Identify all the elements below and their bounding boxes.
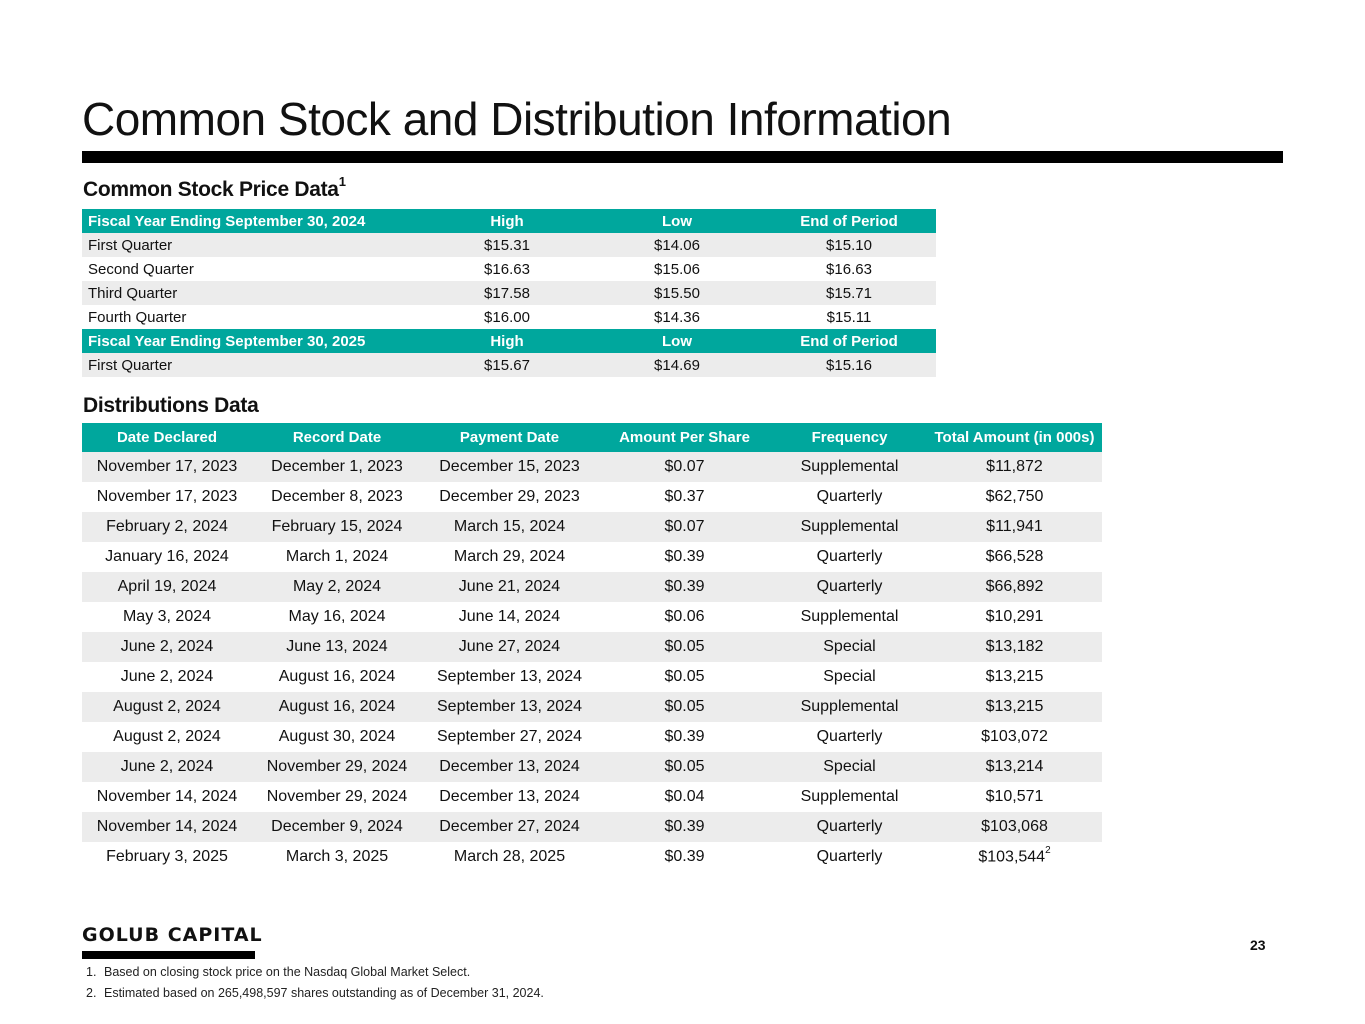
footnote-ref-1: 1 [338,174,346,189]
distribution-cell [597,842,772,872]
distribution-cell-text: December 8, 2023 [271,488,403,505]
footnote-text: Based on closing stock price on the Nasdaq Global Market Select. [104,965,471,979]
distribution-cell [772,512,927,542]
distribution-cell [772,692,927,722]
distribution-row [82,842,1102,872]
footnote-2 [86,984,544,1005]
distribution-cell [82,662,252,692]
distribution-cell-text: Quarterly [816,548,883,565]
distribution-cell-text: Quarterly [816,818,883,835]
price-cell: $16.63 [484,260,530,278]
price-cell: $15.16 [762,353,936,377]
distribution-cell-text: June 2, 2024 [120,668,214,685]
price-header-cell: Low [592,209,762,233]
distribution-row [82,782,1102,812]
distribution-cell-text: November 29, 2024 [266,788,408,805]
distribution-row [82,692,1102,722]
distribution-cell [597,602,772,632]
price-cell: $16.00 [484,308,530,326]
distribution-cell [82,842,252,872]
distribution-cell [772,542,927,572]
distribution-cell [82,632,252,662]
distribution-row [82,632,1102,662]
distributions-section-heading: Distributions Data [83,394,259,417]
distribution-cell-text: September 27, 2024 [437,728,582,745]
logo-text: GOLUB CAPITAL [82,924,263,946]
price-row [82,233,936,257]
distribution-row [82,662,1102,692]
distribution-cell-text: $66,892 [985,578,1044,595]
distribution-cell-text: $0.39 [664,818,705,835]
distribution-cell-text: August 16, 2024 [278,698,396,715]
distribution-cell-text: Quarterly [816,578,883,595]
price-header-cell: Fiscal Year Ending September 30, 2025 [82,329,422,353]
distribution-cell-text: June 21, 2024 [458,578,561,595]
distribution-cell [597,812,772,842]
page-number: 23 [1250,937,1266,953]
price-header-cell: Low [592,329,762,353]
price-header-cell: High [422,209,592,233]
distribution-cell [82,602,252,632]
distribution-cell [82,542,252,572]
distribution-cell [772,572,927,602]
price-cell: Third Quarter [82,281,422,305]
distribution-cell-text: August 2, 2024 [113,728,221,745]
distribution-cell [422,602,597,632]
distribution-cell-text: December 15, 2023 [439,458,580,475]
distribution-cell-text: August 2, 2024 [113,698,221,715]
distributions-header-cell: Frequency [772,423,927,452]
distribution-cell [772,752,927,782]
price-cell: $15.11 [826,308,872,326]
distribution-cell [772,812,927,842]
distribution-cell [252,572,422,602]
distribution-cell-text: June 2, 2024 [120,638,214,655]
distribution-cell-text: August 16, 2024 [278,668,396,685]
price-header-row [82,329,936,353]
distribution-cell [252,632,422,662]
distributions-header-cell: Record Date [252,423,422,452]
distribution-cell-text: August 30, 2024 [278,728,396,745]
distribution-cell-text: $11,872 [986,458,1043,475]
distribution-cell [82,572,252,602]
distribution-cell [597,482,772,512]
distribution-cell [597,692,772,722]
distribution-cell-text: February 3, 2025 [106,848,228,865]
distribution-cell [597,542,772,572]
distribution-row [82,452,1102,482]
distribution-cell [422,842,597,872]
price-cell: $15.50 [592,281,762,305]
distribution-cell-text: $13,215 [985,698,1044,715]
distribution-cell [597,572,772,602]
distribution-cell [252,692,422,722]
price-heading-text: Common Stock Price Data [83,178,339,201]
distribution-cell-text: $0.07 [664,518,705,535]
distribution-cell-text: $0.39 [664,578,705,595]
distribution-cell-text: November 17, 2023 [96,488,238,505]
distribution-cell [927,812,1102,842]
distribution-cell [422,812,597,842]
distribution-cell-text: $0.05 [664,758,705,775]
distribution-cell [927,782,1102,812]
distribution-cell-text: March 1, 2024 [285,548,389,565]
distribution-cell [422,722,597,752]
price-cell: $15.10 [762,233,936,257]
distribution-cell-text: $103,068 [981,818,1048,835]
distribution-cell-text: March 15, 2024 [453,518,566,535]
price-cell: $14.36 [654,308,700,326]
price-header-row [82,209,936,233]
distribution-cell [422,632,597,662]
distribution-cell-text: December 9, 2024 [271,818,403,835]
distribution-cell [252,722,422,752]
footnote-1 [86,963,544,984]
price-header-cell: High [422,329,592,353]
distribution-cell-text: May 2, 2024 [292,578,382,595]
distributions-header-row [82,423,1102,452]
distribution-cell-text: $0.05 [664,698,705,715]
distribution-cell [422,572,597,602]
price-row [82,281,936,305]
distribution-cell [927,752,1102,782]
distribution-cell-text: $66,528 [985,548,1044,565]
distribution-cell-text: March 28, 2025 [453,848,566,865]
distribution-cell-text: Supplemental [800,518,899,535]
distribution-cell-text: September 13, 2024 [437,698,582,715]
distribution-cell [82,482,252,512]
distribution-cell [772,782,927,812]
price-cell: $14.06 [592,233,762,257]
price-cell: $15.71 [762,281,936,305]
distribution-cell [597,512,772,542]
distribution-cell-text: $0.39 [664,848,705,865]
price-row [82,257,936,281]
distribution-cell [772,842,927,872]
distribution-cell-text: September 13, 2024 [437,668,582,685]
distribution-cell-text: Supplemental [800,698,899,715]
distribution-cell-text: $0.04 [664,788,705,805]
distribution-cell-text: $62,750 [985,488,1044,505]
distribution-cell-text: $103,544 [978,848,1046,866]
distribution-cell-text: June 13, 2024 [286,638,388,655]
distribution-cell-text: $0.39 [664,548,705,565]
distribution-row [82,572,1102,602]
price-cell: $14.69 [592,353,762,377]
distribution-cell [252,542,422,572]
distributions-header-cell: Amount Per Share [597,423,772,452]
distribution-cell [422,752,597,782]
distribution-cell-text: February 2, 2024 [106,518,228,535]
distribution-cell [252,512,422,542]
distributions-header-cell: Total Amount (in 000s) [927,423,1102,452]
distribution-cell-text: November 17, 2023 [96,458,238,475]
distribution-cell [597,662,772,692]
distribution-cell-text: $0.06 [664,608,705,625]
distribution-cell-text: $10,571 [985,788,1044,805]
distribution-cell-text: Supplemental [800,608,899,625]
distribution-cell [422,452,597,482]
distribution-cell [772,662,927,692]
distribution-cell-text: June 14, 2024 [458,608,561,625]
distribution-cell-text: January 16, 2024 [105,548,229,565]
distribution-cell [927,452,1102,482]
distribution-cell-text: Special [823,668,876,685]
price-header-cell: End of Period [762,209,936,233]
price-cell: $16.63 [826,260,872,278]
distribution-cell [927,842,1102,872]
distribution-cell-text: Quarterly [816,848,883,865]
price-header-cell: Fiscal Year Ending September 30, 2024 [82,209,422,233]
distribution-cell-text: $10,291 [985,608,1044,625]
distribution-cell-text: $0.05 [664,668,705,685]
distribution-row [82,512,1102,542]
distribution-cell [252,812,422,842]
distribution-cell [82,512,252,542]
footnote-number: 1. [86,965,97,979]
distribution-cell-text: $0.37 [664,488,705,505]
distribution-cell [927,482,1102,512]
page-title: Common Stock and Distribution Information [82,93,952,145]
distribution-cell-text: Supplemental [800,788,899,805]
price-cell: $15.67 [422,353,592,377]
price-cell: Second Quarter [88,260,194,278]
distribution-cell [772,482,927,512]
title-rule [82,151,1283,163]
distribution-cell-text: May 3, 2024 [122,608,212,625]
distribution-cell [252,842,422,872]
price-cell: $15.06 [654,260,700,278]
distribution-cell-text: Special [823,638,876,655]
distribution-cell-text: $103,072 [981,728,1048,745]
distribution-cell [422,542,597,572]
distribution-cell-text: December 13, 2024 [439,788,580,805]
distribution-cell [422,662,597,692]
distribution-row [82,602,1102,632]
distributions-table [82,423,1102,872]
distribution-cell-text: March 3, 2025 [285,848,389,865]
distribution-cell [927,632,1102,662]
price-row [82,305,936,329]
distribution-cell [772,722,927,752]
distribution-cell-text: November 29, 2024 [266,758,408,775]
price-cell: $15.31 [422,233,592,257]
distribution-cell [82,782,252,812]
distribution-cell-text: $11,941 [986,518,1043,535]
distributions-header-cell: Payment Date [422,423,597,452]
distribution-cell [422,692,597,722]
distribution-cell [82,692,252,722]
distribution-cell-text: March 29, 2024 [453,548,566,565]
distribution-cell [772,452,927,482]
price-row [82,353,936,377]
distribution-cell-text: $13,214 [985,758,1044,775]
price-cell: Fourth Quarter [88,308,187,326]
footnotes [86,963,544,1005]
distribution-cell-text: December 1, 2023 [271,458,403,475]
footnote-number: 2. [86,986,97,1000]
distribution-cell [422,782,597,812]
distribution-row [82,812,1102,842]
distribution-cell [927,512,1102,542]
distribution-cell-text: May 16, 2024 [288,608,386,625]
distribution-row [82,752,1102,782]
price-cell: First Quarter [82,353,422,377]
distribution-cell-text: June 2, 2024 [120,758,214,775]
distribution-cell-text: November 14, 2024 [96,818,238,835]
distribution-cell-text: $0.07 [664,458,705,475]
distribution-cell [772,632,927,662]
stock-price-table [82,209,936,377]
distribution-row [82,722,1102,752]
price-header-cell: End of Period [762,329,936,353]
distribution-cell [927,692,1102,722]
golub-capital-logo [82,924,263,959]
distribution-cell-text: $13,215 [985,668,1044,685]
distribution-cell-text: $13,182 [985,638,1044,655]
distribution-cell [252,482,422,512]
distribution-cell-text: Quarterly [816,488,883,505]
distribution-cell-text: Special [823,758,876,775]
distribution-cell [597,722,772,752]
price-section-heading [83,176,346,202]
distribution-cell [252,752,422,782]
distribution-cell-text: December 27, 2024 [439,818,580,835]
distribution-cell [927,602,1102,632]
distribution-cell [422,512,597,542]
distribution-cell-text: Quarterly [816,728,883,745]
distribution-cell [927,542,1102,572]
distribution-cell-text: December 13, 2024 [439,758,580,775]
distribution-cell [597,752,772,782]
distribution-cell [252,452,422,482]
distribution-cell [927,572,1102,602]
logo-bar [82,951,255,959]
distribution-cell [597,452,772,482]
price-cell: First Quarter [82,233,422,257]
distribution-row [82,482,1102,512]
distribution-row [82,542,1102,572]
distribution-cell-text: Supplemental [800,458,899,475]
distribution-cell [252,782,422,812]
distribution-cell [927,722,1102,752]
distribution-cell-text: November 14, 2024 [96,788,238,805]
distribution-cell [597,632,772,662]
distribution-cell-text: $0.05 [664,638,705,655]
distribution-cell-text: April 19, 2024 [117,578,217,595]
price-cell: $17.58 [422,281,592,305]
distribution-cell-text: $0.39 [664,728,705,745]
distribution-cell [597,782,772,812]
distribution-cell-text: February 15, 2024 [271,518,403,535]
distribution-cell [772,602,927,632]
distribution-cell [252,662,422,692]
distribution-cell [422,482,597,512]
distributions-header-cell: Date Declared [82,423,252,452]
distribution-cell [82,452,252,482]
distribution-cell [82,752,252,782]
distribution-cell [82,812,252,842]
distribution-cell [927,662,1102,692]
distribution-cell-text: June 27, 2024 [458,638,561,655]
footnote-text: Estimated based on 265,498,597 shares outstanding as of December 31, 2024. [104,986,544,1000]
distribution-cell [82,722,252,752]
distribution-cell [252,602,422,632]
footnote-ref-2: 2 [1045,845,1051,857]
distribution-cell-text: December 29, 2023 [439,488,580,505]
